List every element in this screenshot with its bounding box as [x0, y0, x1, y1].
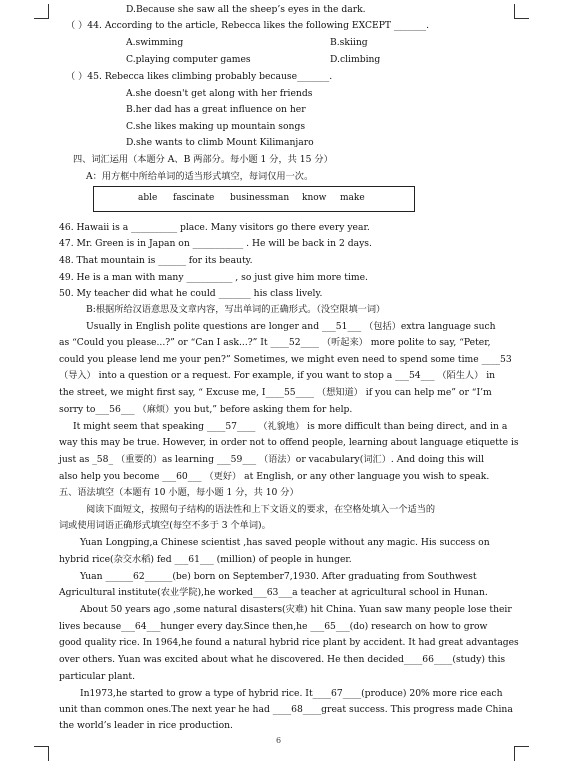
passage-line: also help you become ___60___ （更好） at English, or any other language you wish to speak. — [59, 471, 490, 482]
passage-line: hybrid rice(杂交水稻) fed ___61___ (million) of people in hunger. — [59, 554, 352, 565]
passage-line: just as _58_ （重要的）as learning ___59___ （语法）or vacabulary(词汇）. And doing this will — [59, 454, 485, 465]
item-49: 49. He is a man with many __________ , so just give him more time. — [59, 272, 368, 283]
passage-line: over others. Yuan was excited about what he discovered. He then decided____66____(study) this — [59, 654, 506, 665]
passage-line: In1973,he started to grow a type of hybrid rice. It____67____(produce) 20% more rice each — [80, 688, 503, 699]
q45-option-b: B.her dad has a great influence on her — [126, 104, 306, 115]
crop-mark-bottom-left — [34, 746, 49, 761]
q44-option-d: D.climbing — [330, 54, 381, 65]
q43-option-d: D.Because she saw all the sheep’s eyes in the dark. — [126, 4, 366, 15]
passage-line: good quality rice. In 1964,he found a natural hybrid rice plant by accident. It had great advantages — [59, 637, 519, 648]
q44-option-a: A.swimming — [126, 37, 184, 48]
passage-line: could you please lend me your pen?” Sometimes, we might even need to spend some time ____53 — [59, 354, 512, 365]
section5-instruction: 词或使用词语正确形式填空(每空不多于 3 个单词)。 — [59, 520, 271, 531]
word-box — [93, 186, 415, 212]
passage-line: lives because___64___hunger every day.Since then,he ___65___(do) research on how to grow — [59, 621, 488, 632]
item-50: 50. My teacher did what he could _______ his class lively. — [59, 288, 323, 299]
section4-part-a: A：用方框中所给单词的适当形式填空，每词仅用一次。 — [86, 171, 314, 182]
word-box-item: businessman — [230, 193, 290, 203]
passage-line: the street, we might first say, “ Excuse me, I____55____ （想知道） if you can help me” or “I’m — [59, 387, 492, 398]
passage-line: It might seem that speaking ____57____ （礼貌地） is more difficult than being direct, and in a — [73, 421, 508, 432]
section5-title: 五、语法填空（本题有 10 小题，每小题 1 分，共 10 分） — [59, 487, 299, 498]
word-box-item: know — [302, 193, 327, 203]
q44-option-c: C.playing computer games — [126, 54, 251, 65]
passage-line: as “Could you please...?” or “Can I ask...?” It ____52____ （听起来） more polite to say, “Peter, — [59, 337, 491, 348]
q44-stem: （ ）44. According to the article, Rebecca likes the following EXCEPT _______. — [66, 20, 430, 31]
crop-mark-top-left — [34, 4, 49, 19]
passage-line: About 50 years ago ,some natural disasters(灾难) hit China. Yuan saw many people lose their — [80, 604, 512, 615]
section4-title: 四、词汇运用（本题分 A、B 两部分。每小题 1 分，共 15 分） — [73, 154, 333, 165]
word-box-item: make — [340, 193, 365, 203]
passage-line: Usually in English polite questions are longer and ___51___ （包括）extra language such — [86, 321, 496, 332]
word-box-item: fascinate — [173, 193, 215, 203]
q44-option-b: B.skiing — [330, 37, 368, 48]
passage-line: Yuan Longping,a Chinese scientist ,has saved people without any magic. His success on — [80, 537, 490, 548]
crop-mark-top-right — [514, 4, 529, 19]
passage-line: sorry to___56___ （麻烦）you but,” before asking them for help. — [59, 404, 353, 415]
passage-line: particular plant. — [59, 671, 135, 682]
passage-line: （导入） into a question or a request. For example, if you want to stop a ___54___ （陌生人） in — [59, 370, 496, 381]
passage-line: way this may be true. However, in order not to offend people, learning about language etiquette is — [59, 437, 519, 448]
passage-line: Yuan ______62______(be) born on September7,1930. After graduating from Southwest — [80, 571, 477, 582]
section4-part-b: B:根据所给汉语意思及文章内容，写出单词的正确形式。（没空限填一词） — [86, 304, 386, 315]
crop-mark-bottom-right — [514, 746, 529, 761]
q45-option-a: A.she doesn't get along with her friends — [126, 88, 313, 99]
word-box-item: able — [138, 193, 158, 203]
section5-instruction: 阅读下面短文，按照句子结构的语法性和上下文语义的要求，在空格处填入一个适当的 — [86, 504, 436, 515]
q45-stem: （ ）45. Rebecca likes climbing probably because_______. — [66, 71, 333, 82]
passage-line: unit than common ones.The next year he had ____68____great success. This progress made China — [59, 704, 513, 715]
page-number: 6 — [276, 736, 282, 745]
item-46: 46. Hawaii is a __________ place. Many visitors go there every year. — [59, 222, 370, 233]
item-47: 47. Mr. Green is in Japan on ___________ . He will be back in 2 days. — [59, 238, 372, 249]
q45-option-c: C.she likes making up mountain songs — [126, 121, 306, 132]
passage-line: Agricultural institute(农业学院),he worked___63___a teacher at agricultural school in Hunan. — [59, 587, 488, 598]
q45-option-d: D.she wants to climb Mount Kilimanjaro — [126, 137, 314, 148]
passage-line: the world’s leader in rice production. — [59, 720, 233, 731]
item-48: 48. That mountain is ______ for its beauty. — [59, 255, 253, 266]
